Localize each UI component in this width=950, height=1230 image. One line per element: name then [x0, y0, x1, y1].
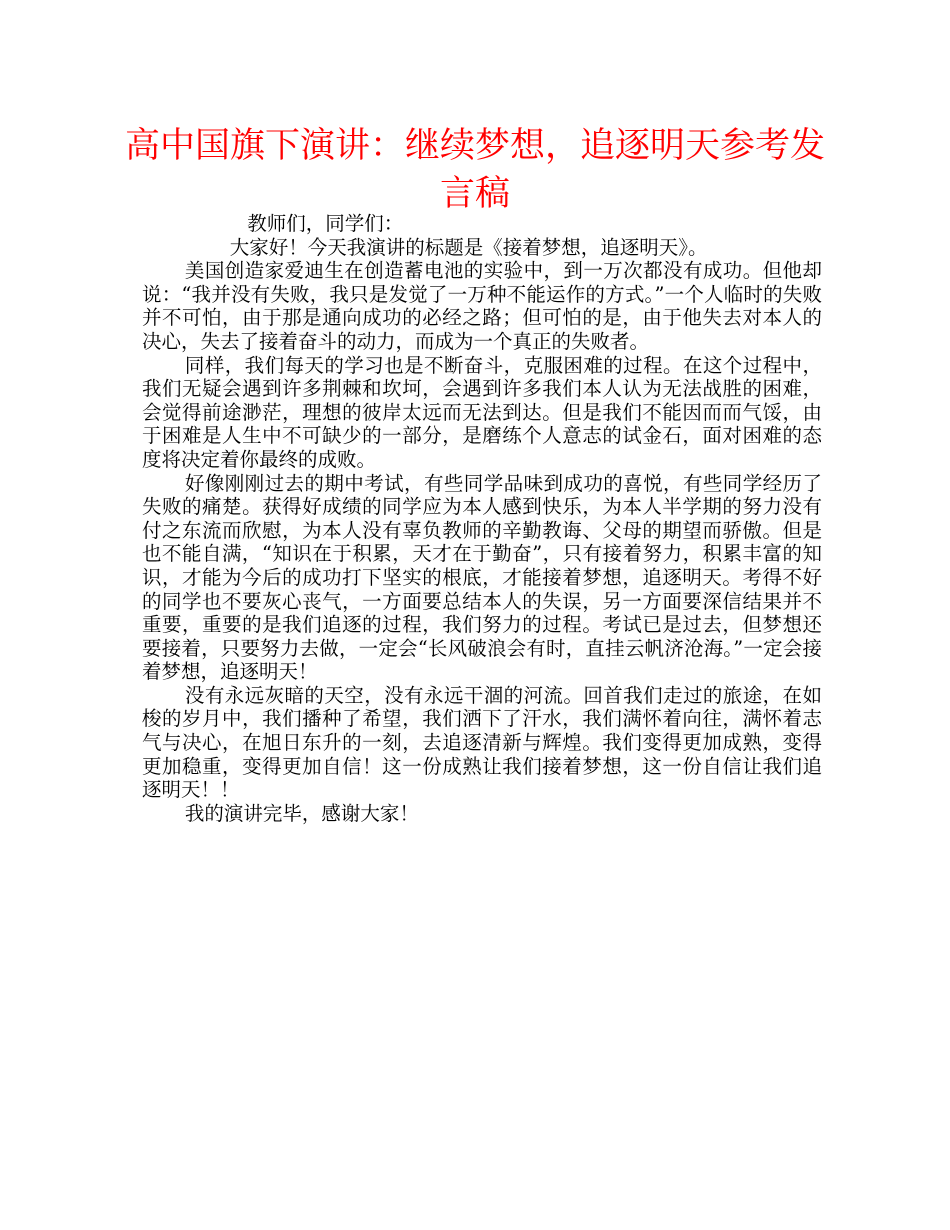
paragraph-4: 好像刚刚过去的期中考试，有些同学品味到成功的喜悦，有些同学经历了失败的痛楚。获得好成绩的同学应为本人感到快乐，为本人半学期的努力没有付之东流而欣慰，为本人没有辜负教师的辛勤教诲、父母的期望而骄傲。但是也不能自满，“知识在于积累，天才在于勤奋”，只有接着努力，积累丰富的知识，才能为今后的成功打下坚实的根底，才能接着梦想，追逐明天。考得不好的同学也不要灰心丧气，一方面要总结本人的失误，另一方面要深信结果并不重要，重要的是我们追逐的过程，我们努力的过程。考试已是过去，但梦想还要接着，只要努力去做，一定会“长风破浪会有时，直挂云帆济沧海。”一定会接着梦想，追逐明天！ — [142, 471, 822, 684]
document-title: 高中国旗下演讲：继续梦想，追逐明天参考发言稿 — [124, 126, 825, 214]
greeting: 教师们，同学们： — [247, 212, 404, 235]
paragraph-5: 没有永远灰暗的天空，没有永远干涸的河流。回首我们走过的旅途，在如梭的岁月中，我们播种了希望，我们洒下了汗水，我们满怀着向往，满怀着志气与决心，在旭日东升的一刻，去追逐清新与辉煌。我们变得更加成熟，变得更加稳重，变得更加自信！这一份成熟让我们接着梦想，这一份自信让我们追逐明天！！ — [142, 683, 822, 802]
document-body — [142, 212, 822, 825]
paragraph-2: 美国创造家爱迪生在创造蓄电池的实验中，到一万次都没有成功。但他却说：“我并没有失败，我只是发觉了一万种不能运作的方式。”一个人临时的失败并不可怕，由于那是通向成功的必经之路；但可怕的是，由于他失去对本人的决心，失去了接着奋斗的动力，而成为一个真正的失败者。 — [142, 259, 822, 353]
paragraph-6: 我的演讲完毕，感谢大家！ — [184, 801, 419, 825]
paragraph-1: 大家好！今天我演讲的标题是《接着梦想，追逐明天》。 — [229, 235, 708, 259]
paragraph-3: 同样，我们每天的学习也是不断奋斗，克服困难的过程。在这个过程中，我们无疑会遇到许多荆棘和坎坷，会遇到许多我们本人认为无法战胜的困难，会觉得前途渺茫，理想的彼岸太远而无法到达。但是我们不能因而而气馁，由于困难是人生中不可缺少的一部分，是磨练个人意志的试金石，面对困难的态度将决定着你最终的成败。 — [142, 353, 822, 471]
